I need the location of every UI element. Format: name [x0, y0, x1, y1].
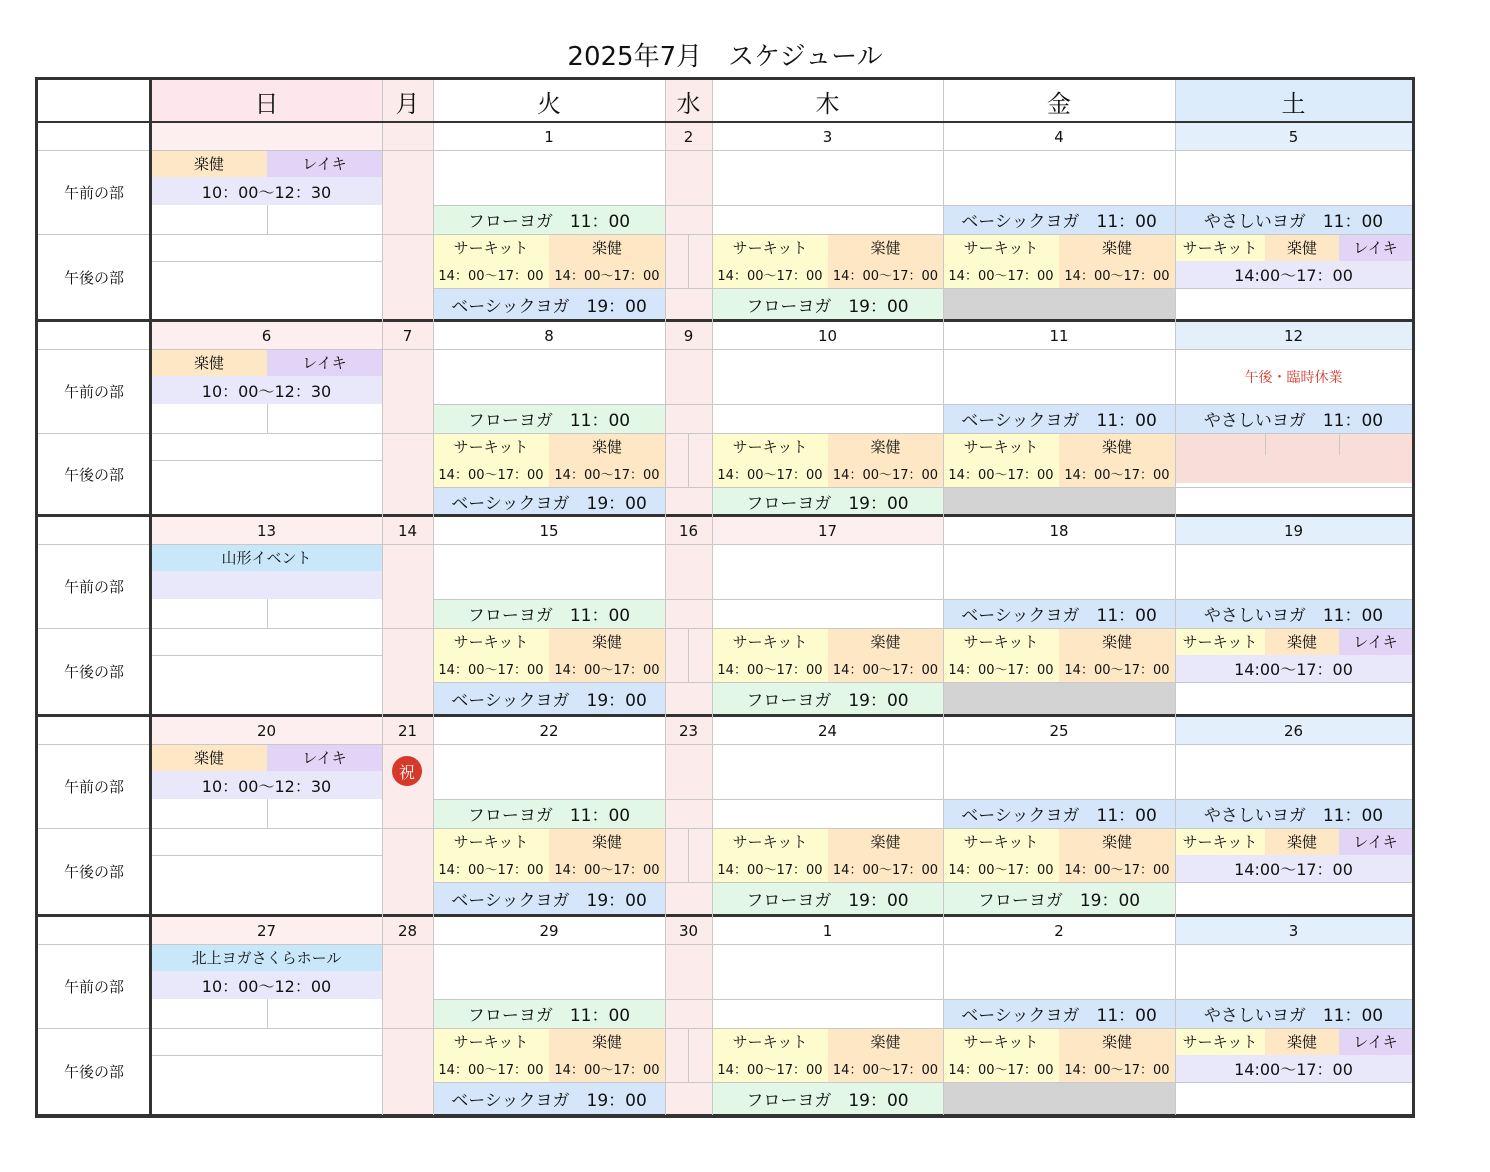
blank	[151, 628, 382, 715]
circuit-tag: サーキット	[712, 628, 828, 655]
circuit-tag: サーキット	[1175, 234, 1265, 261]
circuit-tag: サーキット	[943, 828, 1059, 855]
afternoon-time: 14：00〜17：00	[712, 655, 828, 682]
afternoon-time: 14：00〜17：00	[549, 1055, 665, 1082]
blank	[1175, 1082, 1412, 1115]
rakken-tag: 楽健	[1059, 1028, 1175, 1055]
circuit-tag: サーキット	[712, 828, 828, 855]
morning-class	[712, 799, 943, 828]
day-column-bg	[665, 517, 712, 715]
rakken-tag: 楽健	[1265, 828, 1339, 855]
blank	[712, 349, 943, 404]
morning-class: やさしいヨガ 11：00	[1175, 599, 1412, 628]
morning-class: ベーシックヨガ 11：00	[943, 599, 1175, 628]
blank	[943, 544, 1175, 599]
date-number: 18	[1049, 521, 1069, 540]
afternoon-time: 14：00〜17：00	[828, 261, 943, 288]
circuit-tag: サーキット	[433, 828, 549, 855]
grid-line	[943, 80, 944, 1116]
date-number: 27	[151, 917, 382, 944]
blank	[1175, 882, 1412, 915]
grid-line	[151, 655, 382, 656]
afternoon-time: 14：00〜17：00	[943, 460, 1059, 487]
date-number	[151, 123, 382, 150]
grid-line	[433, 799, 1412, 800]
page-title: 2025年7月 スケジュール	[567, 42, 883, 72]
grid-line	[37, 944, 1412, 945]
date-number: 22	[539, 721, 559, 740]
afternoon-time: 14：00〜17：00	[828, 460, 943, 487]
table-border	[149, 77, 152, 1117]
afternoon-time: 14：00〜17：00	[828, 1055, 943, 1082]
morning-class	[712, 999, 943, 1028]
table-border	[35, 1115, 1415, 1118]
morning-class: フローヨガ 11：00	[433, 404, 665, 433]
blank	[433, 944, 665, 999]
morning-class: フローヨガ 11：00	[433, 999, 665, 1028]
circuit-tag: サーキット	[433, 628, 549, 655]
afternoon-time: 14：00〜17：00	[712, 261, 828, 288]
evening-class	[943, 288, 1175, 320]
date-number: 2	[665, 123, 712, 150]
notice-text	[1175, 944, 1412, 999]
rakken-tag: 楽健	[1059, 628, 1175, 655]
weekday-header: 月	[382, 80, 433, 122]
grid-line	[688, 433, 689, 487]
circuit-tag: サーキット	[943, 628, 1059, 655]
morning-class: フローヨガ 11：00	[433, 799, 665, 828]
rakken-tag: 楽健	[828, 433, 943, 460]
blank	[151, 828, 382, 915]
rakken-tag: 楽健	[151, 744, 267, 771]
morning-class: ベーシックヨガ 11：00	[943, 404, 1175, 433]
morning-class: やさしいヨガ 11：00	[1175, 404, 1412, 433]
date-number: 3	[822, 127, 833, 146]
morning-class: ベーシックヨガ 11：00	[943, 205, 1175, 234]
grid-line	[688, 1028, 689, 1082]
date-number: 14	[382, 517, 433, 544]
blank	[943, 944, 1175, 999]
rakken-tag: 楽健	[1265, 1028, 1339, 1055]
grid-line	[1175, 80, 1176, 1116]
grid-line	[433, 404, 1412, 405]
grid-line	[433, 599, 1412, 600]
blank	[433, 544, 665, 599]
circuit-tag: サーキット	[1175, 828, 1265, 855]
date-number: 26	[1175, 717, 1412, 744]
table-border	[35, 77, 38, 1117]
date-number: 11	[1049, 326, 1069, 345]
afternoon-time: 14：00〜17：00	[943, 655, 1059, 682]
circuit-tag: サーキット	[712, 433, 828, 460]
date-number: 8	[544, 326, 554, 345]
afternoon-time: 14：00〜17：00	[433, 1055, 549, 1082]
circuit-tag: サーキット	[1175, 628, 1265, 655]
event-tag: 北上ヨガさくらホール	[151, 944, 382, 971]
grid-line	[433, 682, 1412, 683]
table-border	[35, 77, 1415, 80]
morning-label: 午前の部	[63, 977, 124, 996]
day-column-bg	[665, 717, 712, 915]
evening-class: フローヨガ 19：00	[712, 487, 943, 515]
grid-line	[151, 1055, 382, 1056]
grid-line	[267, 599, 268, 628]
afternoon-time: 14:00〜17：00	[1175, 261, 1412, 288]
date-number: 2	[1054, 921, 1064, 940]
date-number: 16	[665, 517, 712, 544]
circuit-tag: サーキット	[433, 234, 549, 261]
evening-class	[943, 682, 1175, 715]
day-column-bg	[382, 322, 433, 515]
grid-line	[433, 882, 1412, 883]
afternoon-time: 14：00〜17：00	[943, 261, 1059, 288]
afternoon-time: 14：00〜17：00	[828, 655, 943, 682]
grid-line	[712, 80, 713, 1116]
blank	[712, 544, 943, 599]
grid-line	[37, 744, 1412, 745]
afternoon-time: 14：00〜17：00	[1059, 460, 1175, 487]
rakken-tag: 楽健	[1265, 628, 1339, 655]
grid-line	[382, 80, 383, 1116]
date-number: 25	[1049, 721, 1069, 740]
weekday-header: 木	[815, 89, 840, 118]
afternoon-time: 14：00〜17：00	[712, 1055, 828, 1082]
morning-class	[712, 404, 943, 433]
weekday-header: 金	[1047, 89, 1071, 118]
date-number: 3	[1175, 917, 1412, 944]
evening-class: フローヨガ 19：00	[943, 882, 1175, 915]
grid-line	[1265, 433, 1266, 455]
evening-class: フローヨガ 19：00	[712, 882, 943, 915]
date-number	[382, 123, 433, 150]
table-border	[35, 121, 1415, 123]
reiki-tag: レイキ	[267, 349, 382, 376]
grid-line	[433, 487, 1412, 488]
afternoon-time: 14：00〜17：00	[712, 460, 828, 487]
grid-line	[267, 205, 268, 234]
evening-class: フローヨガ 19：00	[712, 1082, 943, 1115]
date-number: 5	[1175, 123, 1412, 150]
reiki-tag: レイキ	[267, 744, 382, 771]
blank	[943, 744, 1175, 799]
morning-label: 午前の部	[63, 777, 124, 796]
reiki-tag: レイキ	[1339, 828, 1412, 855]
grid-line	[37, 349, 1412, 350]
morning-class	[712, 599, 943, 628]
morning-class: ベーシックヨガ 11：00	[943, 999, 1175, 1028]
grid-line	[37, 828, 1412, 829]
blank	[151, 433, 382, 515]
morning-label: 午前の部	[63, 382, 124, 401]
rakken-tag: 楽健	[1265, 234, 1339, 261]
weekday-header: 火	[537, 89, 561, 118]
reiki-tag: レイキ	[1339, 1028, 1412, 1055]
afternoon-time: 14：00〜17：00	[549, 655, 665, 682]
grid-line	[37, 544, 1412, 545]
circuit-tag: サーキット	[433, 1028, 549, 1055]
notice-text	[1175, 544, 1412, 599]
afternoon-time: 14：00〜17：00	[549, 460, 665, 487]
blank	[712, 744, 943, 799]
grid-line	[37, 433, 1412, 434]
afternoon-time: 14：00〜17：00	[1059, 261, 1175, 288]
blank	[1175, 288, 1412, 320]
afternoon-time: 14：00〜17：00	[433, 460, 549, 487]
grid-line	[267, 799, 268, 828]
afternoon-label: 午後の部	[63, 465, 124, 484]
rakken-tag: 楽健	[1059, 828, 1175, 855]
grid-line	[688, 234, 689, 288]
morning-class: やさしいヨガ 11：00	[1175, 799, 1412, 828]
morning-class: やさしいヨガ 11：00	[1175, 999, 1412, 1028]
date-number: 12	[1175, 322, 1412, 349]
rakken-tag: 楽健	[828, 1028, 943, 1055]
blank	[1175, 682, 1412, 715]
morning-label: 午前の部	[63, 577, 124, 596]
sunday-time: 10：00〜12：30	[151, 177, 382, 205]
afternoon-time: 14：00〜17：00	[1059, 855, 1175, 882]
date-number: 7	[382, 322, 433, 349]
date-number: 1	[822, 921, 833, 940]
grid-line	[433, 288, 1412, 289]
blank	[433, 150, 665, 205]
grid-line	[433, 80, 434, 1116]
sunday-time	[151, 571, 382, 599]
circuit-tag: サーキット	[712, 1028, 828, 1055]
blank	[433, 744, 665, 799]
circuit-tag: サーキット	[712, 234, 828, 261]
rakken-tag: 楽健	[828, 234, 943, 261]
rakken-tag: 楽健	[1059, 234, 1175, 261]
afternoon-label: 午後の部	[63, 863, 124, 881]
afternoon-time: 14：00〜17：00	[712, 855, 828, 882]
notice-text	[1175, 150, 1412, 205]
day-column-bg	[382, 123, 433, 320]
grid-line	[151, 261, 382, 262]
blank	[712, 944, 943, 999]
circuit-tag: サーキット	[943, 1028, 1059, 1055]
date-number: 4	[1054, 127, 1064, 146]
date-number: 23	[665, 717, 712, 744]
date-number: 21	[382, 717, 433, 744]
rakken-tag: 楽健	[1059, 433, 1175, 460]
blank	[712, 150, 943, 205]
morning-class: フローヨガ 11：00	[433, 205, 665, 234]
evening-class: ベーシックヨガ 19：00	[433, 882, 665, 915]
afternoon-time: 14：00〜17：00	[943, 855, 1059, 882]
weekday-header: 土	[1175, 80, 1412, 122]
date-number: 29	[539, 921, 559, 940]
rakken-tag: 楽健	[549, 628, 665, 655]
date-number: 10	[817, 326, 838, 345]
grid-line	[267, 404, 268, 433]
evening-class: ベーシックヨガ 19：00	[433, 682, 665, 715]
date-number: 17	[712, 517, 943, 544]
reiki-tag: レイキ	[267, 150, 382, 177]
grid-line	[1339, 433, 1340, 455]
blank	[151, 1028, 382, 1115]
afternoon-time: 14：00〜17：00	[1059, 655, 1175, 682]
notice-text	[1175, 744, 1412, 799]
rakken-tag: 楽健	[828, 828, 943, 855]
date-number: 19	[1175, 517, 1412, 544]
grid-line	[433, 205, 1412, 206]
date-number: 1	[544, 127, 554, 146]
grid-line	[688, 628, 689, 682]
grid-line	[37, 1028, 1412, 1029]
rakken-tag: 楽健	[151, 349, 267, 376]
date-number: 6	[151, 322, 382, 349]
reiki-tag: レイキ	[1339, 628, 1412, 655]
sunday-time: 10：00〜12：30	[151, 376, 382, 404]
grid-line	[688, 828, 689, 882]
circuit-tag: サーキット	[943, 433, 1059, 460]
circuit-tag: サーキット	[433, 433, 549, 460]
blank	[943, 150, 1175, 205]
grid-line	[267, 999, 268, 1028]
sunday-time: 10：00〜12：00	[151, 971, 382, 999]
grid-line	[151, 855, 382, 856]
afternoon-time: 14：00〜17：00	[433, 655, 549, 682]
evening-class: ベーシックヨガ 19：00	[433, 487, 665, 515]
afternoon-time: 14：00〜17：00	[433, 855, 549, 882]
rakken-tag: 楽健	[151, 150, 267, 177]
afternoon-time: 14：00〜17：00	[943, 1055, 1059, 1082]
weekday-header: 水	[665, 80, 712, 122]
evening-class: ベーシックヨガ 19：00	[433, 288, 665, 320]
morning-label: 午前の部	[63, 183, 124, 202]
date-number: 15	[539, 521, 559, 540]
closed-block	[1175, 433, 1412, 483]
day-column-bg	[665, 123, 712, 320]
rakken-tag: 楽健	[828, 628, 943, 655]
evening-class	[943, 1082, 1175, 1115]
day-column-bg	[382, 517, 433, 715]
afternoon-time: 14:00〜17：00	[1175, 855, 1412, 882]
afternoon-time: 14：00〜17：00	[828, 855, 943, 882]
evening-class: フローヨガ 19：00	[712, 288, 943, 320]
rakken-tag: 楽健	[549, 234, 665, 261]
blank	[151, 234, 382, 320]
day-column-bg	[665, 917, 712, 1115]
sunday-time: 10：00〜12：30	[151, 771, 382, 799]
date-number: 24	[817, 721, 838, 740]
afternoon-label: 午後の部	[63, 1063, 124, 1081]
blank	[943, 349, 1175, 404]
grid-line	[665, 80, 666, 1116]
grid-line	[37, 234, 1412, 235]
date-number: 30	[665, 917, 712, 944]
table-border	[1412, 77, 1415, 1117]
afternoon-time: 14:00〜17：00	[1175, 1055, 1412, 1082]
afternoon-time: 14：00〜17：00	[433, 261, 549, 288]
morning-class: やさしいヨガ 11：00	[1175, 205, 1412, 234]
date-number: 20	[151, 717, 382, 744]
morning-class: フローヨガ 11：00	[433, 599, 665, 628]
grid-line	[37, 628, 1412, 629]
day-column-bg	[382, 717, 433, 915]
date-number: 9	[665, 322, 712, 349]
evening-class: ベーシックヨガ 19：00	[433, 1082, 665, 1115]
notice-text: 午後・臨時休業	[1175, 349, 1412, 404]
event-tag: 山形イベント	[151, 544, 382, 571]
rakken-tag: 楽健	[549, 433, 665, 460]
date-number: 28	[382, 917, 433, 944]
rakken-tag: 楽健	[549, 1028, 665, 1055]
afternoon-time: 14：00〜17：00	[549, 261, 665, 288]
grid-line	[151, 460, 382, 461]
circuit-tag: サーキット	[1175, 1028, 1265, 1055]
afternoon-label: 午後の部	[63, 268, 124, 287]
grid-line	[37, 150, 1412, 151]
weekday-header: 日	[151, 80, 382, 122]
afternoon-label: 午後の部	[63, 663, 124, 681]
morning-class	[712, 205, 943, 234]
blank	[433, 349, 665, 404]
afternoon-time: 14：00〜17：00	[1059, 1055, 1175, 1082]
day-column-bg	[382, 917, 433, 1115]
date-number: 13	[151, 517, 382, 544]
rakken-tag: 楽健	[549, 828, 665, 855]
holiday-mark: 祝	[392, 756, 422, 786]
grid-line	[433, 999, 1412, 1000]
evening-class: フローヨガ 19：00	[712, 682, 943, 715]
reiki-tag: レイキ	[1339, 234, 1412, 261]
morning-class: ベーシックヨガ 11：00	[943, 799, 1175, 828]
evening-class	[943, 487, 1175, 515]
grid-line	[433, 1082, 1412, 1083]
afternoon-time: 14：00〜17：00	[549, 855, 665, 882]
circuit-tag: サーキット	[943, 234, 1059, 261]
afternoon-time: 14:00〜17：00	[1175, 655, 1412, 682]
